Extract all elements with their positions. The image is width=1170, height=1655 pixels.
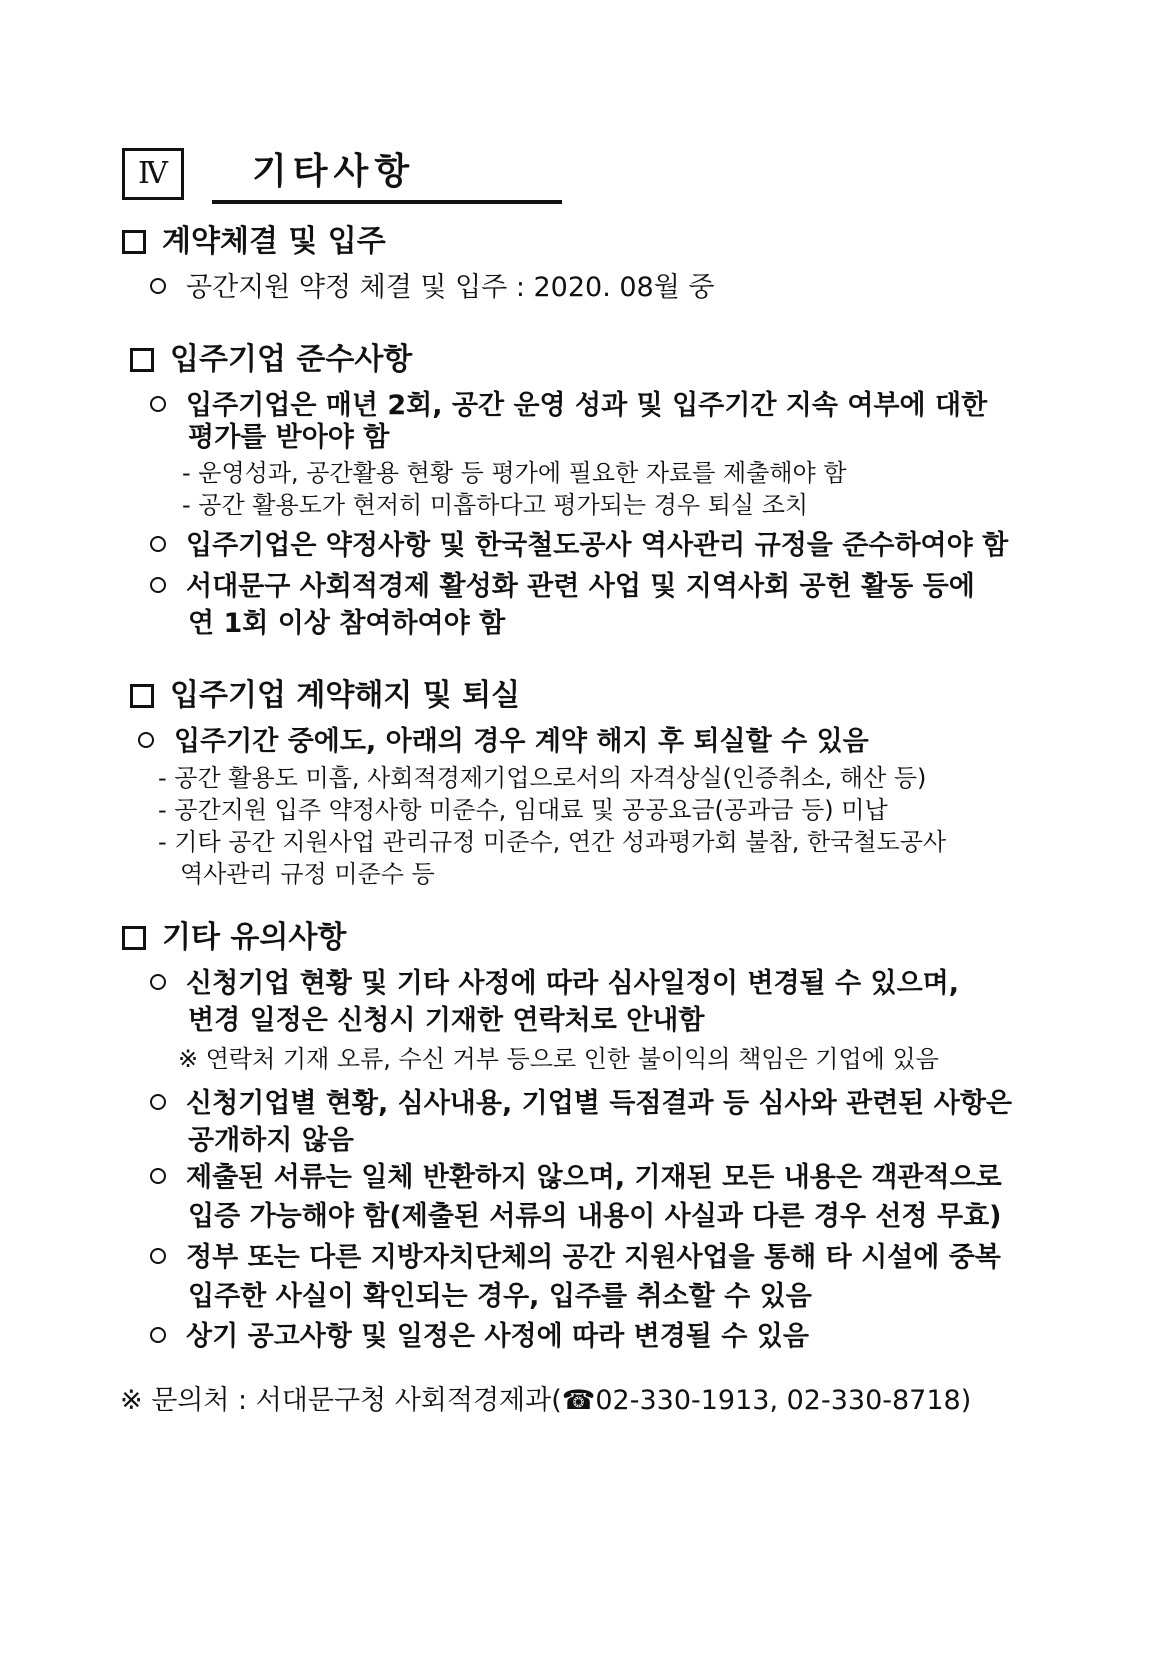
list-item (150, 268, 714, 308)
list-item-text: 제출된 서류는 일체 반환하지 않으며, 기재된 모든 내용은 객관적으로 (186, 1162, 1002, 1193)
list-item-continuation: 입주한 사실이 확인되는 경우, 입주를 취소할 수 있음 (188, 1281, 812, 1312)
list-item-text: 입주기업은 약정사항 및 한국철도공사 역사관리 규정을 준수하여야 함 (186, 530, 1009, 561)
list-item-continuation: 평가를 받아야 함 (188, 422, 390, 453)
list-item-text: 공간지원 약정 체결 및 입주 : 2020. 08월 중 (186, 272, 715, 303)
list-item-text: 서대문구 사회적경제 활성화 관련 사업 및 지역사회 공헌 활동 등에 (186, 571, 975, 602)
list-item (150, 567, 975, 607)
circle-bullet-icon (150, 1168, 166, 1184)
sub-item: - 공간지원 입주 약정사항 미준수, 임대료 및 공공요금(공과금 등) 미납 (158, 796, 888, 824)
circle-bullet-icon (138, 732, 154, 748)
circle-bullet-icon (150, 1327, 166, 1343)
list-item-continuation: 연 1회 이상 참여하여야 함 (188, 608, 506, 639)
list-item (138, 722, 869, 762)
section-heading-text: 기타 유의사항 (162, 920, 347, 955)
section-heading-notes (122, 918, 346, 958)
list-item (150, 1084, 1012, 1124)
section-heading-text: 입주기업 준수사항 (170, 342, 413, 377)
square-bullet-icon (122, 926, 146, 950)
square-bullet-icon (122, 230, 146, 254)
list-item-continuation: 입증 가능해야 함(제출된 서류의 내용이 사실과 다른 경우 선정 무효) (188, 1201, 1002, 1232)
circle-bullet-icon (150, 577, 166, 593)
list-item-continuation: 변경 일정은 신청시 기재한 연락처로 안내함 (188, 1005, 705, 1036)
list-item (150, 1238, 1001, 1278)
chapter-number: Ⅳ (122, 148, 184, 200)
sub-item: - 운영성과, 공간활용 현황 등 평가에 필요한 자료를 제출해야 함 (182, 459, 847, 487)
sub-item: - 공간 활용도 미흡, 사회적경제기업으로서의 자격상실(인증취소, 해산 등) (158, 764, 927, 792)
list-item-text: 신청기업 현황 및 기타 사정에 따라 심사일정이 변경될 수 있으며, (186, 968, 959, 999)
section-heading-contract (122, 222, 386, 262)
contact-info: ※ 문의처 : 서대문구청 사회적경제과(☎02-330-1913, 02-330-8718) (120, 1385, 972, 1416)
section-heading-termination (130, 676, 520, 716)
list-item-text: 입주기업은 매년 2회, 공간 운영 성과 및 입주기간 지속 여부에 대한 (186, 390, 988, 421)
list-item-text: 정부 또는 다른 지방자치단체의 공간 지원사업을 통해 타 시설에 중복 (186, 1242, 1001, 1273)
sub-item: - 공간 활용도가 현저히 미흡하다고 평가되는 경우 퇴실 조치 (182, 491, 809, 519)
circle-bullet-icon (150, 1248, 166, 1264)
circle-bullet-icon (150, 536, 166, 552)
list-item (150, 964, 959, 1004)
circle-bullet-icon (150, 396, 166, 412)
list-item-continuation: 공개하지 않음 (188, 1125, 354, 1156)
section-heading-text: 계약체결 및 입주 (162, 224, 386, 259)
chapter-title: 기타사항 (212, 148, 562, 204)
square-bullet-icon (130, 684, 154, 708)
square-bullet-icon (130, 348, 154, 372)
circle-bullet-icon (150, 974, 166, 990)
list-item (150, 1317, 809, 1357)
list-item-text: 신청기업별 현황, 심사내용, 기업별 득점결과 등 심사와 관련된 사항은 (186, 1088, 1013, 1119)
section-heading-compliance (130, 340, 412, 380)
sub-item-continuation: 역사관리 규정 미준수 등 (180, 860, 435, 888)
list-item-text: 상기 공고사항 및 일정은 사정에 따라 변경될 수 있음 (186, 1321, 809, 1352)
circle-bullet-icon (150, 278, 166, 294)
circle-bullet-icon (150, 1094, 166, 1110)
sub-item: - 기타 공간 지원사업 관리규정 미준수, 연간 성과평가회 불참, 한국철도공사 (158, 828, 947, 856)
note-item: ※ 연락처 기재 오류, 수신 거부 등으로 인한 불이익의 책임은 기업에 있음 (178, 1045, 939, 1073)
section-heading-text: 입주기업 계약해지 및 퇴실 (170, 678, 521, 713)
list-item (150, 1158, 1002, 1198)
list-item-text: 입주기간 중에도, 아래의 경우 계약 해지 후 퇴실할 수 있음 (174, 726, 869, 757)
list-item (150, 526, 1008, 566)
